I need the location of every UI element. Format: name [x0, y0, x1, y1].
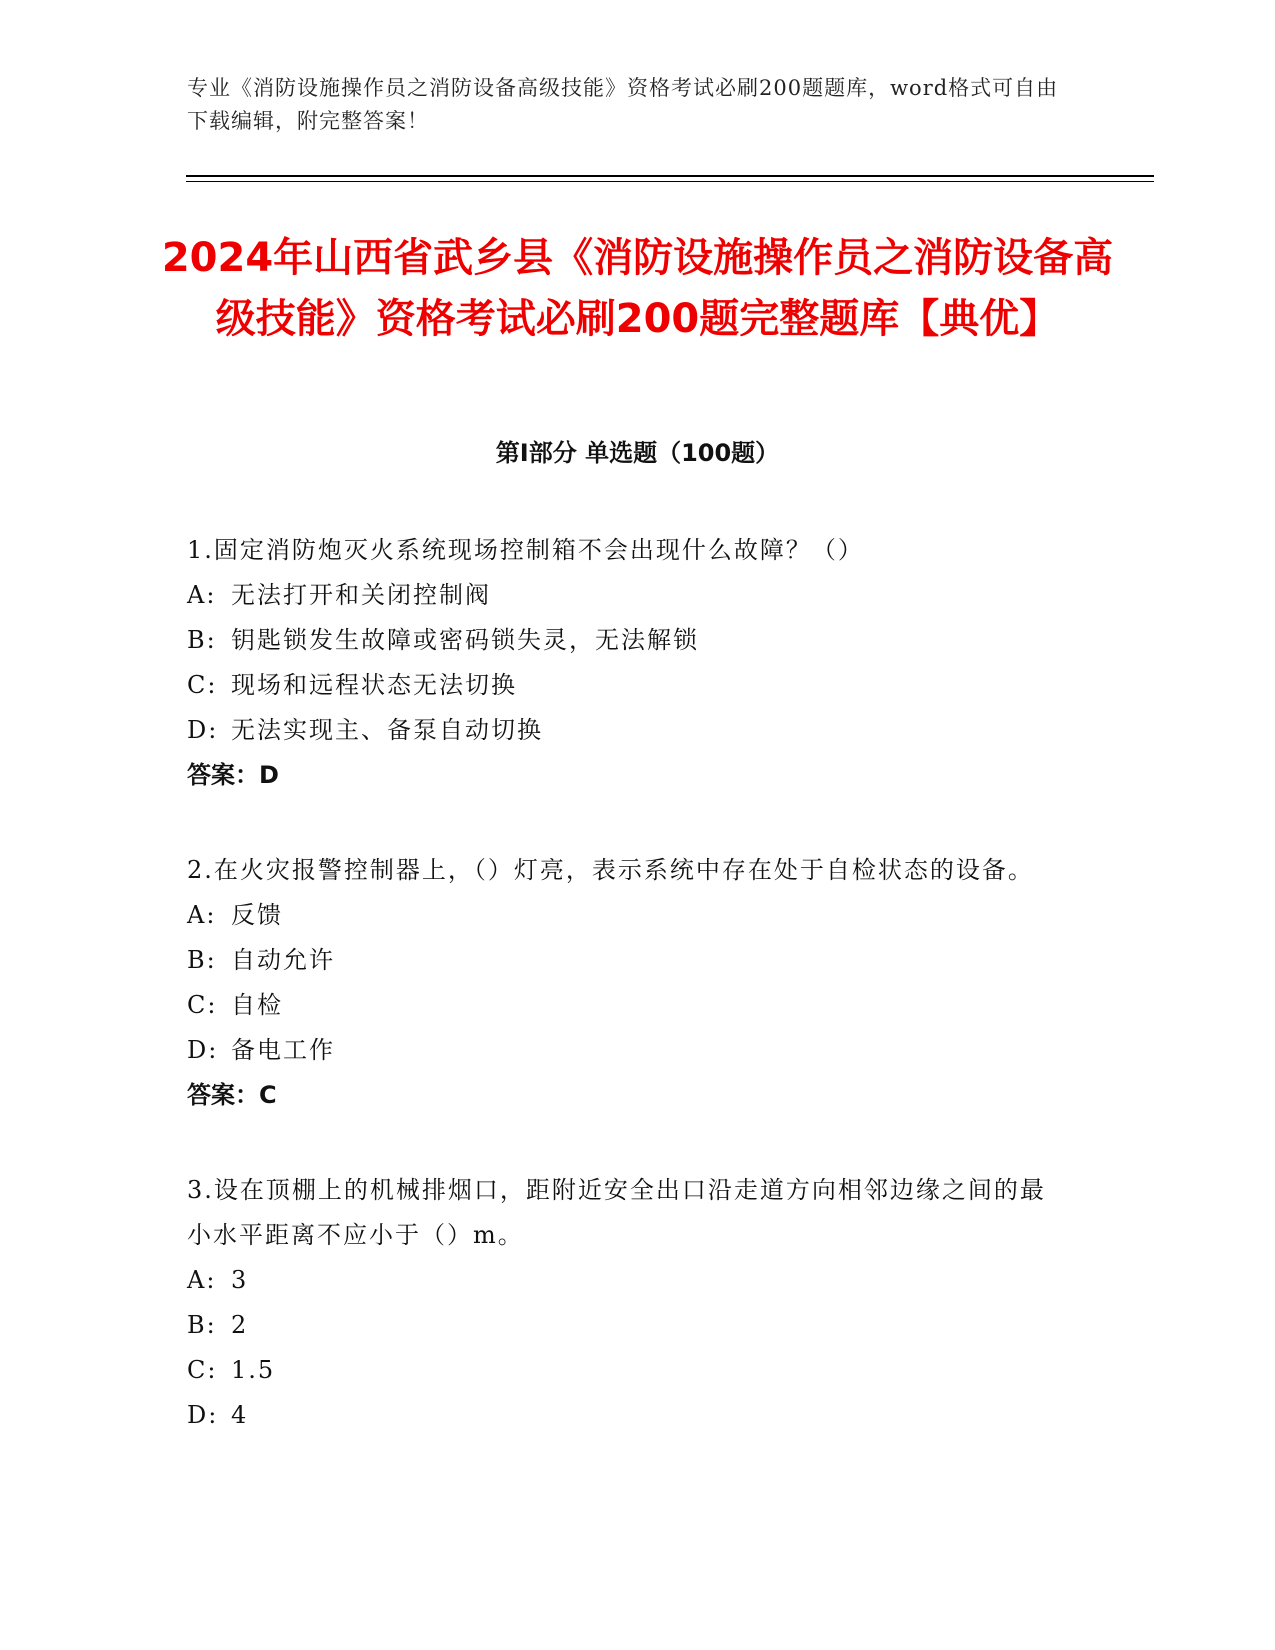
- header-note: 专业《消防设施操作员之消防设备高级技能》资格考试必刷200题题库，word格式可自由下载编辑，附完整答案！: [187, 76, 1059, 133]
- option-text: 自动允许: [231, 946, 335, 974]
- question-spacer: [187, 1118, 1067, 1168]
- section-heading: 第Ⅰ部分 单选题（100题）: [495, 439, 780, 467]
- option-a: [187, 893, 1067, 938]
- option-letter: A:: [187, 581, 217, 609]
- option-d: [187, 1028, 1067, 1073]
- option-b: [187, 938, 1067, 983]
- question-text: 2.在火灾报警控制器上，（）灯亮，表示系统中存在处于自检状态的设备。: [187, 856, 1034, 884]
- question-1: [187, 528, 1067, 798]
- option-letter: C:: [187, 991, 218, 1019]
- option-letter: D:: [187, 1036, 219, 1064]
- question-list: [187, 528, 1067, 1438]
- question-text: 1.固定消防炮灭火系统现场控制箱不会出现什么故障？（）: [187, 536, 864, 564]
- option-d: [187, 708, 1067, 753]
- option-text: 4: [231, 1401, 249, 1429]
- document-title: 2024年山西省武乡县《消防设施操作员之消防设备高级技能》资格考试必刷200题完整题库【典优】: [161, 235, 1114, 342]
- option-letter: B:: [187, 1311, 217, 1339]
- answer-line: 答案：D: [187, 761, 279, 789]
- question-2: [187, 848, 1067, 1118]
- option-c: [187, 663, 1067, 708]
- option-letter: D:: [187, 1401, 219, 1429]
- question-spacer: [187, 798, 1067, 848]
- option-letter: D:: [187, 716, 219, 744]
- question-text: 3.设在顶棚上的机械排烟口，距附近安全出口沿走道方向相邻边缘之间的最小水平距离不应小于（）m。: [187, 1176, 1046, 1249]
- option-d: [187, 1393, 1067, 1438]
- option-text: 现场和远程状态无法切换: [231, 671, 517, 699]
- option-letter: B:: [187, 626, 217, 654]
- option-letter: A:: [187, 1266, 217, 1294]
- option-text: 无法实现主、备泵自动切换: [231, 716, 543, 744]
- option-text: 反馈: [231, 901, 283, 929]
- option-text: 钥匙锁发生故障或密码锁失灵，无法解锁: [231, 626, 699, 654]
- answer-line: 答案：C: [187, 1081, 277, 1109]
- option-text: 2: [231, 1311, 249, 1339]
- option-b: [187, 1303, 1067, 1348]
- option-letter: A:: [187, 901, 217, 929]
- option-c: [187, 1348, 1067, 1393]
- option-text: 无法打开和关闭控制阀: [231, 581, 491, 609]
- option-text: 自检: [231, 991, 283, 1019]
- option-text: 3: [231, 1266, 249, 1294]
- option-a: [187, 573, 1067, 618]
- header-rule-thick: [186, 175, 1154, 177]
- option-c: [187, 983, 1067, 1028]
- option-b: [187, 618, 1067, 663]
- option-letter: B:: [187, 946, 217, 974]
- option-text: 1.5: [231, 1356, 276, 1384]
- option-a: [187, 1258, 1067, 1303]
- option-letter: C:: [187, 671, 218, 699]
- question-3: [187, 1168, 1067, 1438]
- header-rule-thin: [186, 181, 1154, 182]
- option-text: 备电工作: [231, 1036, 335, 1064]
- option-letter: C:: [187, 1356, 218, 1384]
